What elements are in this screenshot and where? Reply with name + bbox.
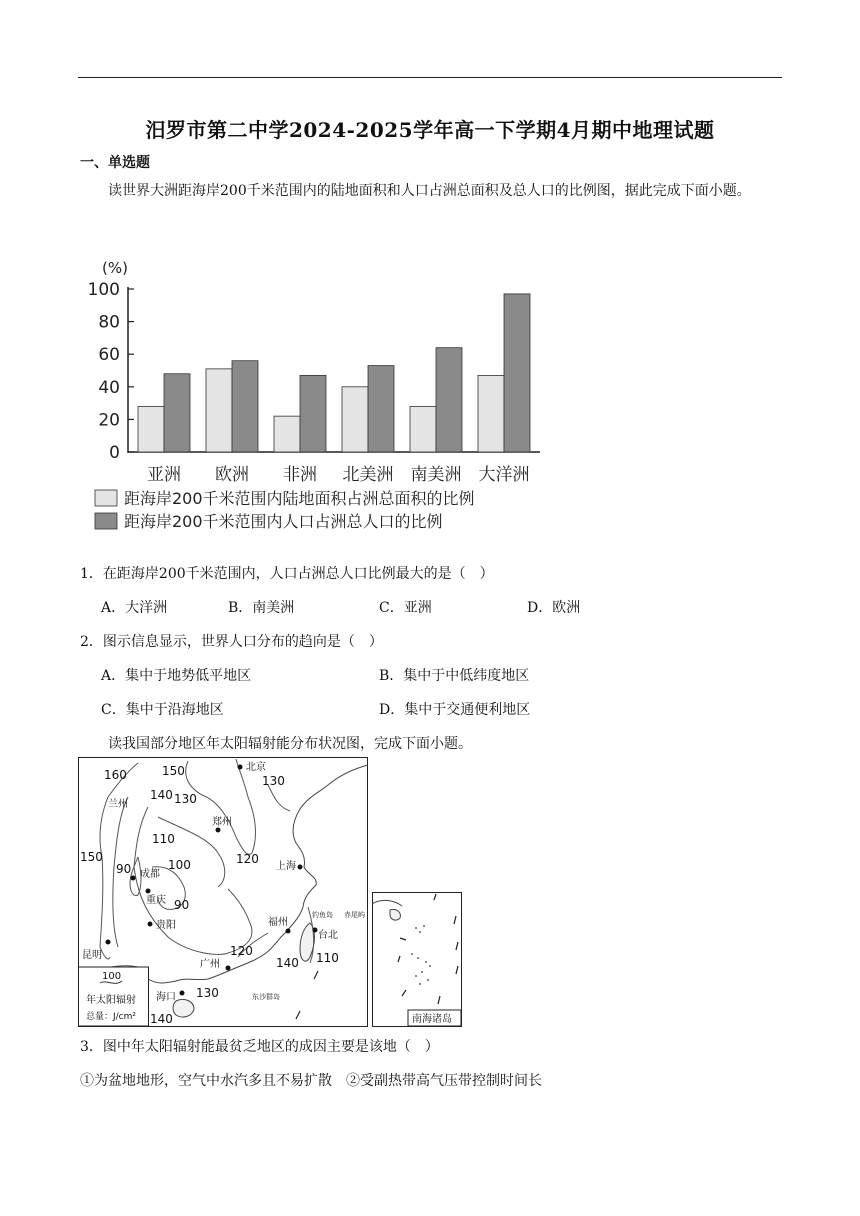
city-chongqing: 重庆: [146, 895, 166, 906]
city-guiyang-marker: [148, 922, 153, 927]
city-lanzhou: 兰州: [108, 799, 128, 810]
city-zhengzhou-marker: [216, 828, 221, 833]
header-rule: [78, 77, 782, 78]
bar-land-2: [274, 416, 300, 452]
isoline-90-chongqing: 90: [174, 898, 190, 912]
isoline-120-central: 120: [236, 852, 259, 866]
isoline-110: 110: [152, 832, 175, 846]
q1-option-a[interactable]: A．大洋洲: [101, 600, 168, 616]
city-guangzhou: 广州: [200, 959, 220, 970]
inset-label: 南海诸岛: [412, 1014, 452, 1025]
city-haikou-marker: [180, 991, 185, 996]
isoline-140-north: 140: [150, 788, 173, 802]
south-china-sea-inset: [372, 892, 462, 1027]
city-kunming-marker: [106, 940, 111, 945]
bar-population-0: [164, 374, 190, 452]
y-axis-unit-label: (%): [102, 259, 128, 277]
city-fuzhou: 福州: [268, 917, 288, 928]
city-guangzhou-marker: [226, 966, 231, 971]
island-chiwei: 赤尾屿: [344, 911, 365, 919]
x-category-label: 北美洲: [342, 465, 394, 485]
bar-population-2: [300, 375, 326, 452]
isoline-140-hainan: 140: [150, 1012, 173, 1026]
question-2-stem: 2．图示信息显示，世界人口分布的趋向是（ ）: [80, 634, 383, 650]
isoline-150-west: 150: [80, 850, 103, 864]
island-diaoyu: 钓鱼岛: [312, 911, 333, 919]
bar-population-1: [232, 361, 258, 452]
city-chengdu-marker: [131, 876, 136, 881]
q1-option-d[interactable]: D．欧洲: [527, 600, 581, 616]
intro-paragraph-2: 读我国部分地区年太阳辐射能分布状况图，完成下面小题。: [108, 736, 472, 752]
question-3-stem: 3．图中年太阳辐射能最贫乏地区的成因主要是该地（ ）: [80, 1039, 439, 1055]
intro-paragraph-1: 读世界大洲距海岸200千米范围内的陆地面积和人口占洲总面积及总人口的比例图，据此完成下面小题。: [108, 183, 751, 199]
legend-label-0: 距海岸200千米范围内陆地面积占洲总面积的比例: [124, 489, 475, 508]
city-taibei-marker: [313, 928, 318, 933]
q1-option-c[interactable]: C．亚洲: [379, 600, 432, 616]
x-category-label: 南美洲: [410, 465, 462, 485]
city-guiyang: 贵阳: [156, 920, 176, 931]
map-legend-line1: 年太阳辐射: [86, 995, 136, 1006]
bar-land-5: [478, 375, 504, 452]
map-legend-value: 100: [102, 971, 122, 982]
page-title: 汨罗市第二中学2024-2025学年高一下学期4月期中地理试题: [145, 118, 715, 142]
city-haikou: 海口: [156, 992, 176, 1003]
question-1-stem: 1．在距海岸200千米范围内，人口占洲总人口比例最大的是（ ）: [80, 566, 494, 582]
y-tick-label: 100: [87, 280, 120, 300]
section-heading: 一、单选题: [80, 155, 150, 171]
y-tick-label: 0: [109, 443, 120, 463]
bar-population-4: [436, 348, 462, 452]
bar-land-4: [410, 406, 436, 452]
legend-swatch-0: [95, 490, 117, 506]
y-tick-label: 60: [98, 345, 120, 366]
city-shanghai: 上海: [276, 861, 296, 872]
x-category-label: 非洲: [283, 465, 317, 485]
q2-option-c[interactable]: C．集中于沿海地区: [101, 702, 224, 718]
isoline-130-beijing: 130: [262, 774, 285, 788]
bar-population-5: [504, 294, 530, 452]
city-chengdu: 成都: [140, 869, 160, 880]
y-tick-label: 40: [98, 377, 120, 398]
bar-land-0: [138, 406, 164, 452]
city-zhengzhou: 郑州: [212, 817, 232, 828]
q1-option-b[interactable]: B．南美洲: [228, 600, 295, 616]
x-category-label: 欧洲: [215, 465, 249, 485]
isoline-100: 100: [168, 858, 191, 872]
q2-option-a[interactable]: A．集中于地势低平地区: [101, 668, 252, 684]
city-chongqing-marker: [146, 889, 151, 894]
bar-population-3: [368, 366, 394, 452]
city-taibei: 台北: [318, 930, 338, 941]
x-category-label: 亚洲: [147, 465, 181, 485]
y-tick-label: 20: [98, 410, 120, 431]
isoline-90-chengdu: 90: [116, 862, 132, 876]
isoline-130-north: 130: [174, 792, 197, 806]
city-beijing: 北京: [246, 762, 266, 773]
island-dongsha: 东沙群岛: [252, 993, 280, 1001]
q2-option-b[interactable]: B．集中于中低纬度地区: [379, 668, 530, 684]
isoline-120-south: 120: [230, 944, 253, 958]
city-beijing-marker: [238, 765, 243, 770]
x-category-label: 大洋洲: [478, 465, 530, 485]
map-legend-line2: 总量：J/cm²: [86, 1012, 137, 1022]
hainan-island: [173, 999, 194, 1017]
city-kunming: 昆明: [82, 950, 102, 961]
city-shanghai-marker: [298, 865, 303, 870]
bar-land-3: [342, 387, 368, 452]
legend-label-1: 距海岸200千米范围内人口占洲总人口的比例: [124, 512, 443, 531]
y-tick-label: 80: [98, 312, 120, 333]
isoline-130-hainan: 130: [196, 986, 219, 1000]
solar-radiation-map: [78, 757, 368, 1027]
isoline-150-north: 150: [162, 764, 185, 778]
q2-option-d[interactable]: D．集中于交通便利地区: [379, 702, 531, 718]
isoline-160: 160: [104, 768, 127, 782]
city-fuzhou-marker: [286, 929, 291, 934]
isoline-140-taiwan: 140: [276, 956, 299, 970]
bar-chart: [80, 256, 550, 541]
bar-land-1: [206, 369, 232, 452]
question-3-statements: ①为盆地地形，空气中水汽多且不易扩散 ②受副热带高气压带控制时间长: [80, 1073, 542, 1089]
isoline-110-taiwan: 110: [316, 951, 339, 965]
legend-swatch-1: [95, 513, 117, 529]
